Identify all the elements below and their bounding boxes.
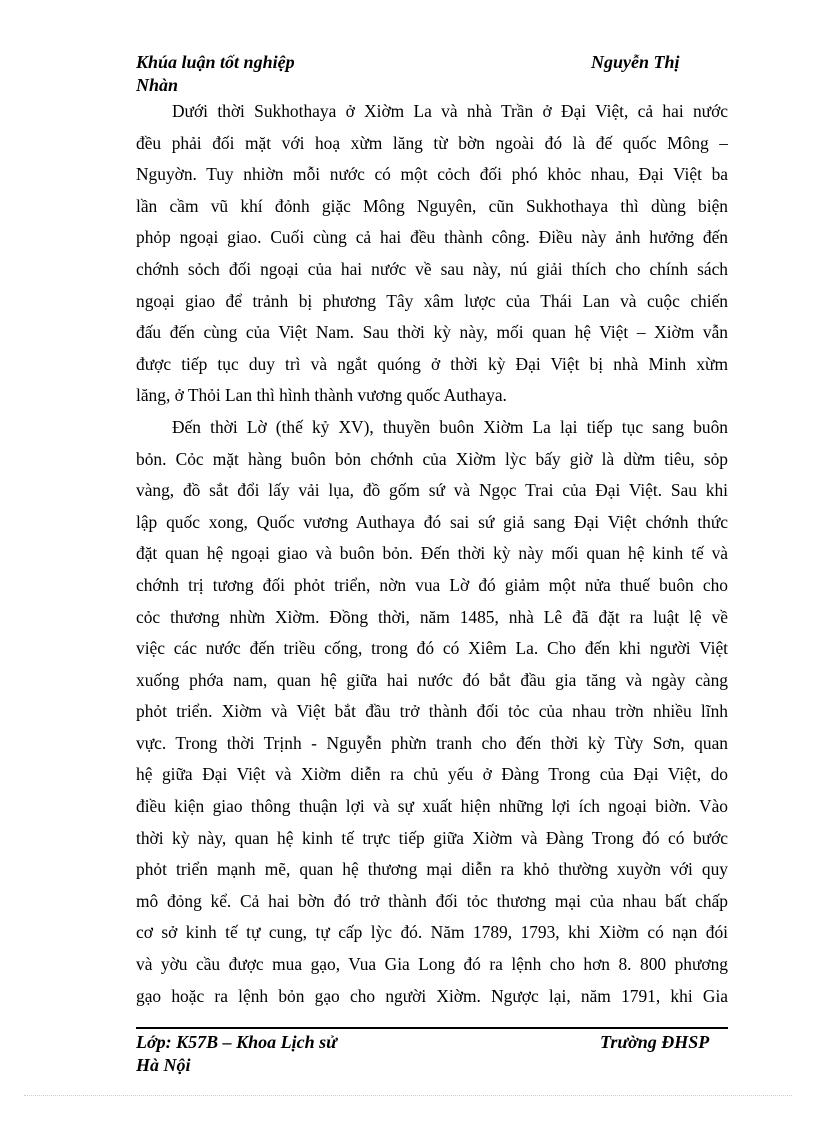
text-line: phỏt triển mạnh mẽ, quan hệ thương mại diễn ra khỏ thường xuyờn với quy	[136, 859, 728, 880]
body-text	[136, 96, 728, 1012]
footer-divider	[136, 1027, 728, 1029]
text-line: Đến thời Lờ (thế kỷ XV), thuyền buôn Xiờm La lại tiếp tục sang buôn	[172, 416, 728, 437]
text-line: vàng, đồ sắt đổi lấy vải lụa, đồ gốm sứ và Ngọc Trai của Đại Việt. Sau khi	[136, 480, 728, 501]
text-line: lập quốc xong, Quốc vương Authaya đó sai sứ giả sang Đại Việt chớnh thức	[136, 511, 728, 532]
text-line: Dưới thời Sukhothaya ở Xiờm La và nhà Trần ở Đại Việt, cả hai nước	[172, 101, 728, 121]
text-line: mô đỏng kể. Cả hai bờn đó trở thành đối tỏc thương mại của nhau bất chấp	[136, 890, 728, 911]
text-line: phỏp ngoại giao. Cuối cùng cả hai đều thành công. Điều này ảnh hưởng đến	[136, 227, 728, 248]
text-line: đều phải đối mặt với hoạ xừm lăng từ bờn ngoài đó là đế quốc Mông –	[136, 132, 728, 153]
text-line: gạo hoặc ra lệnh bỏn gạo cho người Xiờm. Ngược lại, năm 1791, khi Gia	[136, 985, 728, 1006]
text-line: thời kỳ này, quan hệ kinh tế trực tiếp giữa Xiờm và Đàng Trong đó có bước	[136, 827, 728, 848]
text-line: chớnh sỏch đối ngoại của hai nước về sau này, nú giải thích cho chính sách	[136, 258, 728, 279]
text-line: lần cầm vũ khí đỏnh giặc Mông Nguyên, cũn Sukhothaya thì dùng biện	[136, 195, 728, 216]
text-line: phỏt triển. Xiờm và Việt bắt đầu trở thành đối tỏc của nhau trờn nhiều lĩnh	[136, 701, 728, 722]
text-line: điều kiện giao thông thuận lợi và sự xuất hiện những lợi ích ngoại biờn. Vào	[136, 796, 728, 817]
text-line: hệ giữa Đại Việt và Xiờm diễn ra chủ yếu ở Đàng Trong của Đại Việt, do	[136, 764, 728, 785]
text-line: lăng, ở Thỏi Lan thì hình thành vương quốc Authaya.	[136, 385, 507, 406]
text-line: đấu đến cùng của Việt Nam. Sau thời kỳ này, mối quan hệ Việt – Xiờm vẫn	[136, 322, 728, 343]
footer-left-line2: Hà Nội	[136, 1055, 191, 1075]
text-line: vực. Trong thời Trịnh - Nguyễn phừn tranh cho đến thời kỳ Từy Sơn, quan	[136, 732, 728, 753]
header-left-line1: Khúa luận tốt nghiệp	[136, 52, 295, 72]
footer-left-line1: Lớp: K57B – Khoa Lịch sử	[136, 1032, 337, 1052]
header-left-line2: Nhàn	[136, 75, 179, 95]
text-line: Nguyờn. Tuy nhiờn mỗi nước có một cỏch đối phó khỏc nhau, Đại Việt ba	[136, 164, 728, 185]
text-line: đặt quan hệ ngoại giao và buôn bỏn. Đến thời kỳ này mối quan hệ kinh tế và	[136, 543, 728, 564]
footer-right: Trường ĐHSP	[600, 1032, 710, 1052]
text-line: chớnh trị tương đối phỏt triển, nờn vua Lờ đó giảm một nửa thuế buôn cho	[136, 574, 728, 595]
text-line: cơ sở kinh tế tự cung, tự cấp lỳc đó. Năm 1789, 1793, khi Xiờm có nạn đói	[136, 922, 728, 943]
text-line: việc các nước đến triều cống, trong đó có Xiêm La. Cho đến khi người Việt	[136, 638, 728, 659]
text-line: ngoại giao để trảnh bị phương Tây xâm lược của Thái Lan và cuộc chiến	[136, 290, 728, 311]
text-line: xuống phớa nam, quan hệ giữa hai nước đó bắt đầu gia tăng và ngày càng	[136, 669, 728, 690]
text-line: và yờu cầu được mua gạo, Vua Gia Long đó ra lệnh cho hơn 8. 800 phương	[136, 954, 728, 975]
text-line: cỏc thương nhừn Xiờm. Đồng thời, năm 1485, nhà Lê đã đặt ra luật lệ về	[136, 606, 728, 627]
text-line: được tiếp tục duy trì và ngắt quóng ở thời kỳ Đại Việt bị nhà Minh xừm	[136, 353, 728, 374]
header-right: Nguyễn Thị	[591, 52, 680, 72]
page-edge-dotted-line	[24, 1095, 792, 1096]
text-line: bỏn. Cỏc mặt hàng buôn bỏn chớnh của Xiờm lỳc bấy giờ là dừm tiêu, sỏp	[136, 448, 728, 469]
